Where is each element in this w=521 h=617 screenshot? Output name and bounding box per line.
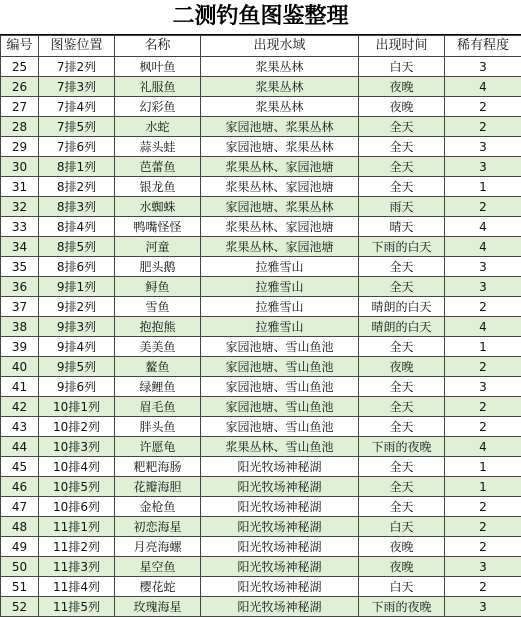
cell-id: 50: [1, 557, 39, 577]
cell-rarity: 2: [445, 517, 521, 537]
cell-position: 11排1列: [39, 517, 115, 537]
cell-position: 10排4列: [39, 457, 115, 477]
cell-water: 浆果丛林、家园池塘: [201, 157, 359, 177]
table-row: [1, 117, 521, 137]
cell-time: 下雨的夜晚: [359, 437, 445, 457]
cell-id: 31: [1, 177, 39, 197]
cell-time: 全天: [359, 377, 445, 397]
cell-water: 家园池塘、雪山鱼池: [201, 417, 359, 437]
cell-rarity: 1: [445, 337, 521, 357]
cell-name: 星空鱼: [115, 557, 201, 577]
cell-time: 全天: [359, 457, 445, 477]
cell-name: 眉毛鱼: [115, 397, 201, 417]
cell-position: 10排1列: [39, 397, 115, 417]
cell-id: 45: [1, 457, 39, 477]
cell-rarity: 3: [445, 557, 521, 577]
table-row: [1, 337, 521, 357]
cell-time: 全天: [359, 137, 445, 157]
header-position: 图鉴位置: [39, 36, 115, 57]
cell-rarity: 1: [445, 477, 521, 497]
table-row: [1, 257, 521, 277]
cell-id: 28: [1, 117, 39, 137]
table-row: [1, 597, 521, 617]
cell-water: 阳光牧场神秘湖: [201, 517, 359, 537]
cell-rarity: 2: [445, 537, 521, 557]
cell-name: 樱花蛇: [115, 577, 201, 597]
cell-position: 10排5列: [39, 477, 115, 497]
table-row: [1, 577, 521, 597]
cell-water: 家园池塘、浆果丛林: [201, 137, 359, 157]
table-row: [1, 237, 521, 257]
cell-position: 10排2列: [39, 417, 115, 437]
cell-name: 绿鲤鱼: [115, 377, 201, 397]
cell-time: 夜晚: [359, 97, 445, 117]
sheet-title: 二测钓鱼图鉴整理: [0, 0, 521, 35]
cell-water: 家园池塘、雪山鱼池: [201, 357, 359, 377]
header-rarity: 稀有程度: [445, 36, 521, 57]
cell-id: 26: [1, 77, 39, 97]
table-row: [1, 177, 521, 197]
cell-id: 34: [1, 237, 39, 257]
cell-time: 全天: [359, 397, 445, 417]
cell-position: 7排6列: [39, 137, 115, 157]
cell-time: 夜晚: [359, 77, 445, 97]
cell-time: 夜晚: [359, 557, 445, 577]
table-row: [1, 57, 521, 77]
table-row: [1, 157, 521, 177]
cell-rarity: 3: [445, 157, 521, 177]
cell-name: 胖头鱼: [115, 417, 201, 437]
header-name: 名称: [115, 36, 201, 57]
cell-time: 全天: [359, 257, 445, 277]
table-row: [1, 517, 521, 537]
cell-id: 33: [1, 217, 39, 237]
cell-time: 全天: [359, 177, 445, 197]
cell-id: 35: [1, 257, 39, 277]
cell-position: 7排5列: [39, 117, 115, 137]
cell-rarity: 4: [445, 217, 521, 237]
cell-name: 幻彩鱼: [115, 97, 201, 117]
cell-rarity: 3: [445, 597, 521, 617]
cell-rarity: 2: [445, 497, 521, 517]
cell-rarity: 3: [445, 377, 521, 397]
cell-water: 家园池塘、雪山鱼池: [201, 397, 359, 417]
cell-rarity: 4: [445, 437, 521, 457]
table-row: [1, 457, 521, 477]
header-id: 编号: [1, 36, 39, 57]
cell-id: 29: [1, 137, 39, 157]
cell-name: 初恋海星: [115, 517, 201, 537]
cell-id: 49: [1, 537, 39, 557]
cell-time: 全天: [359, 497, 445, 517]
cell-water: 阳光牧场神秘湖: [201, 597, 359, 617]
cell-id: 51: [1, 577, 39, 597]
cell-rarity: 2: [445, 357, 521, 377]
header-water: 出现水域: [201, 36, 359, 57]
cell-position: 9排5列: [39, 357, 115, 377]
fish-table: [0, 35, 521, 617]
cell-rarity: 3: [445, 137, 521, 157]
header-time: 出现时间: [359, 36, 445, 57]
cell-rarity: 4: [445, 237, 521, 257]
cell-position: 11排5列: [39, 597, 115, 617]
cell-id: 40: [1, 357, 39, 377]
cell-id: 30: [1, 157, 39, 177]
cell-water: 拉雅雪山: [201, 277, 359, 297]
table-row: [1, 277, 521, 297]
cell-time: 夜晚: [359, 357, 445, 377]
table-row: [1, 217, 521, 237]
cell-time: 雨天: [359, 197, 445, 217]
cell-id: 52: [1, 597, 39, 617]
cell-id: 47: [1, 497, 39, 517]
cell-rarity: 2: [445, 197, 521, 217]
table-row: [1, 137, 521, 157]
cell-id: 27: [1, 97, 39, 117]
table-row: [1, 397, 521, 417]
cell-position: 9排1列: [39, 277, 115, 297]
cell-rarity: 2: [445, 297, 521, 317]
cell-time: 全天: [359, 117, 445, 137]
cell-name: 水蛇: [115, 117, 201, 137]
cell-name: 雪鱼: [115, 297, 201, 317]
table-row: [1, 437, 521, 457]
cell-water: 家园池塘、雪山鱼池: [201, 337, 359, 357]
cell-position: 8排4列: [39, 217, 115, 237]
cell-id: 44: [1, 437, 39, 457]
cell-position: 8排2列: [39, 177, 115, 197]
cell-rarity: 2: [445, 97, 521, 117]
cell-name: 玫瑰海星: [115, 597, 201, 617]
cell-water: 拉雅雪山: [201, 297, 359, 317]
cell-water: 浆果丛林: [201, 57, 359, 77]
cell-rarity: 3: [445, 257, 521, 277]
cell-name: 许愿龟: [115, 437, 201, 457]
cell-time: 全天: [359, 277, 445, 297]
cell-id: 43: [1, 417, 39, 437]
cell-rarity: 2: [445, 397, 521, 417]
cell-name: 金枪鱼: [115, 497, 201, 517]
cell-time: 白天: [359, 57, 445, 77]
cell-name: 枫叶鱼: [115, 57, 201, 77]
cell-name: 芭蕾鱼: [115, 157, 201, 177]
cell-name: 蒜头蛙: [115, 137, 201, 157]
cell-time: 晴天: [359, 217, 445, 237]
cell-id: 46: [1, 477, 39, 497]
table-row: [1, 297, 521, 317]
cell-name: 粑粑海肠: [115, 457, 201, 477]
cell-position: 8排5列: [39, 237, 115, 257]
table-row: [1, 357, 521, 377]
cell-name: 花瓣海胆: [115, 477, 201, 497]
cell-id: 36: [1, 277, 39, 297]
cell-rarity: 1: [445, 177, 521, 197]
header-row: [1, 36, 521, 57]
table-row: [1, 497, 521, 517]
cell-name: 银龙鱼: [115, 177, 201, 197]
cell-time: 全天: [359, 417, 445, 437]
cell-name: 月亮海螺: [115, 537, 201, 557]
table-row: [1, 77, 521, 97]
cell-name: 美美鱼: [115, 337, 201, 357]
cell-water: 浆果丛林: [201, 77, 359, 97]
cell-id: 32: [1, 197, 39, 217]
cell-name: 河童: [115, 237, 201, 257]
cell-water: 家园池塘、浆果丛林: [201, 197, 359, 217]
cell-water: 浆果丛林、家园池塘: [201, 217, 359, 237]
cell-water: 家园池塘、浆果丛林: [201, 117, 359, 137]
cell-name: 抱抱熊: [115, 317, 201, 337]
cell-rarity: 3: [445, 57, 521, 77]
cell-position: 9排4列: [39, 337, 115, 357]
cell-water: 浆果丛林、家园池塘: [201, 177, 359, 197]
cell-water: 阳光牧场神秘湖: [201, 477, 359, 497]
cell-position: 11排3列: [39, 557, 115, 577]
table-row: [1, 197, 521, 217]
cell-time: 白天: [359, 577, 445, 597]
cell-name: 鸭嘴怪怪: [115, 217, 201, 237]
cell-position: 8排3列: [39, 197, 115, 217]
cell-rarity: 4: [445, 77, 521, 97]
cell-rarity: 2: [445, 117, 521, 137]
cell-water: 阳光牧场神秘湖: [201, 457, 359, 477]
cell-time: 下雨的夜晚: [359, 597, 445, 617]
cell-water: 浆果丛林、家园池塘: [201, 237, 359, 257]
table-row: [1, 97, 521, 117]
cell-id: 39: [1, 337, 39, 357]
cell-position: 8排6列: [39, 257, 115, 277]
cell-time: 晴朗的白天: [359, 317, 445, 337]
cell-time: 全天: [359, 477, 445, 497]
table-row: [1, 417, 521, 437]
cell-time: 白天: [359, 517, 445, 537]
cell-name: 鳌鱼: [115, 357, 201, 377]
cell-name: 水蜘蛛: [115, 197, 201, 217]
cell-name: 礼服鱼: [115, 77, 201, 97]
table-row: [1, 377, 521, 397]
cell-rarity: 1: [445, 457, 521, 477]
table-row: [1, 317, 521, 337]
cell-position: 8排1列: [39, 157, 115, 177]
cell-id: 48: [1, 517, 39, 537]
cell-id: 37: [1, 297, 39, 317]
cell-position: 9排6列: [39, 377, 115, 397]
cell-position: 10排3列: [39, 437, 115, 457]
table-row: [1, 477, 521, 497]
cell-time: 晴朗的白天: [359, 297, 445, 317]
cell-id: 38: [1, 317, 39, 337]
cell-water: 阳光牧场神秘湖: [201, 557, 359, 577]
cell-water: 浆果丛林: [201, 97, 359, 117]
cell-id: 25: [1, 57, 39, 77]
cell-time: 全天: [359, 157, 445, 177]
cell-water: 阳光牧场神秘湖: [201, 497, 359, 517]
cell-water: 阳光牧场神秘湖: [201, 577, 359, 597]
cell-time: 夜晚: [359, 537, 445, 557]
cell-time: 下雨的白天: [359, 237, 445, 257]
cell-name: 肥头鹅: [115, 257, 201, 277]
cell-water: 拉雅雪山: [201, 257, 359, 277]
cell-id: 42: [1, 397, 39, 417]
cell-time: 全天: [359, 337, 445, 357]
cell-water: 拉雅雪山: [201, 317, 359, 337]
cell-water: 阳光牧场神秘湖: [201, 537, 359, 557]
cell-position: 7排2列: [39, 57, 115, 77]
cell-position: 7排4列: [39, 97, 115, 117]
cell-position: 11排2列: [39, 537, 115, 557]
cell-rarity: 2: [445, 417, 521, 437]
cell-position: 11排4列: [39, 577, 115, 597]
cell-position: 9排3列: [39, 317, 115, 337]
cell-rarity: 4: [445, 317, 521, 337]
cell-position: 10排6列: [39, 497, 115, 517]
cell-name: 鲟鱼: [115, 277, 201, 297]
cell-water: 家园池塘、雪山鱼池: [201, 377, 359, 397]
cell-water: 浆果丛林、雪山鱼池: [201, 437, 359, 457]
cell-position: 9排2列: [39, 297, 115, 317]
table-row: [1, 537, 521, 557]
cell-rarity: 2: [445, 577, 521, 597]
cell-id: 41: [1, 377, 39, 397]
cell-rarity: 3: [445, 277, 521, 297]
cell-position: 7排3列: [39, 77, 115, 97]
